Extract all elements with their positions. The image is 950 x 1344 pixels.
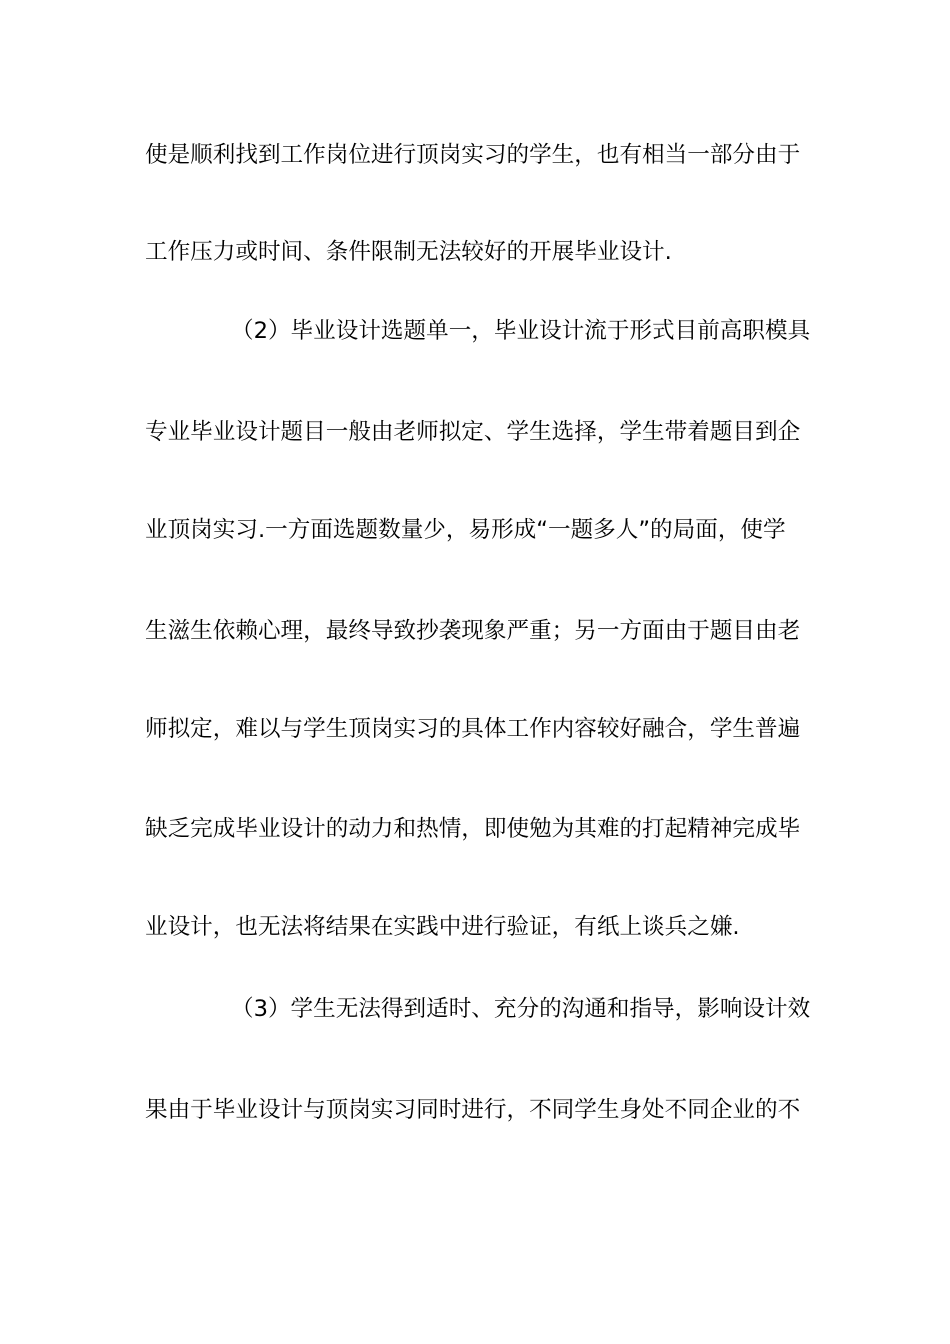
text-line-4: 专业毕业设计题目一般由老师拟定、学生选择，学生带着题目到企 bbox=[145, 419, 801, 445]
text-line-5: 业顶岗实习.一方面选题数量少，易形成“一题多人”的局面，使学 bbox=[145, 517, 786, 543]
text-line-2: 工作压力或时间、条件限制无法较好的开展毕业设计. bbox=[145, 239, 672, 265]
text-line-8: 缺乏完成毕业设计的动力和热情，即使勉为其难的打起精神完成毕 bbox=[145, 816, 801, 842]
paragraph-3-heading-line: （3）学生无法得到适时、充分的沟通和指导，影响设计效 bbox=[231, 996, 811, 1022]
paragraph-2-heading-line: （2）毕业设计选题单一，毕业设计流于形式目前高职模具 bbox=[231, 318, 811, 344]
text-line-9: 业设计，也无法将结果在实践中进行验证，有纸上谈兵之嫌. bbox=[145, 914, 740, 940]
text-line-1: 使是顺利找到工作岗位进行顶岗实习的学生，也有相当一部分由于 bbox=[145, 142, 801, 168]
text-line-11: 果由于毕业设计与顶岗实习同时进行，不同学生身处不同企业的不 bbox=[145, 1097, 801, 1123]
text-line-7: 师拟定，难以与学生顶岗实习的具体工作内容较好融合，学生普遍 bbox=[145, 716, 801, 742]
text-line-6: 生滋生依赖心理，最终导致抄袭现象严重；另一方面由于题目由老 bbox=[145, 618, 801, 644]
